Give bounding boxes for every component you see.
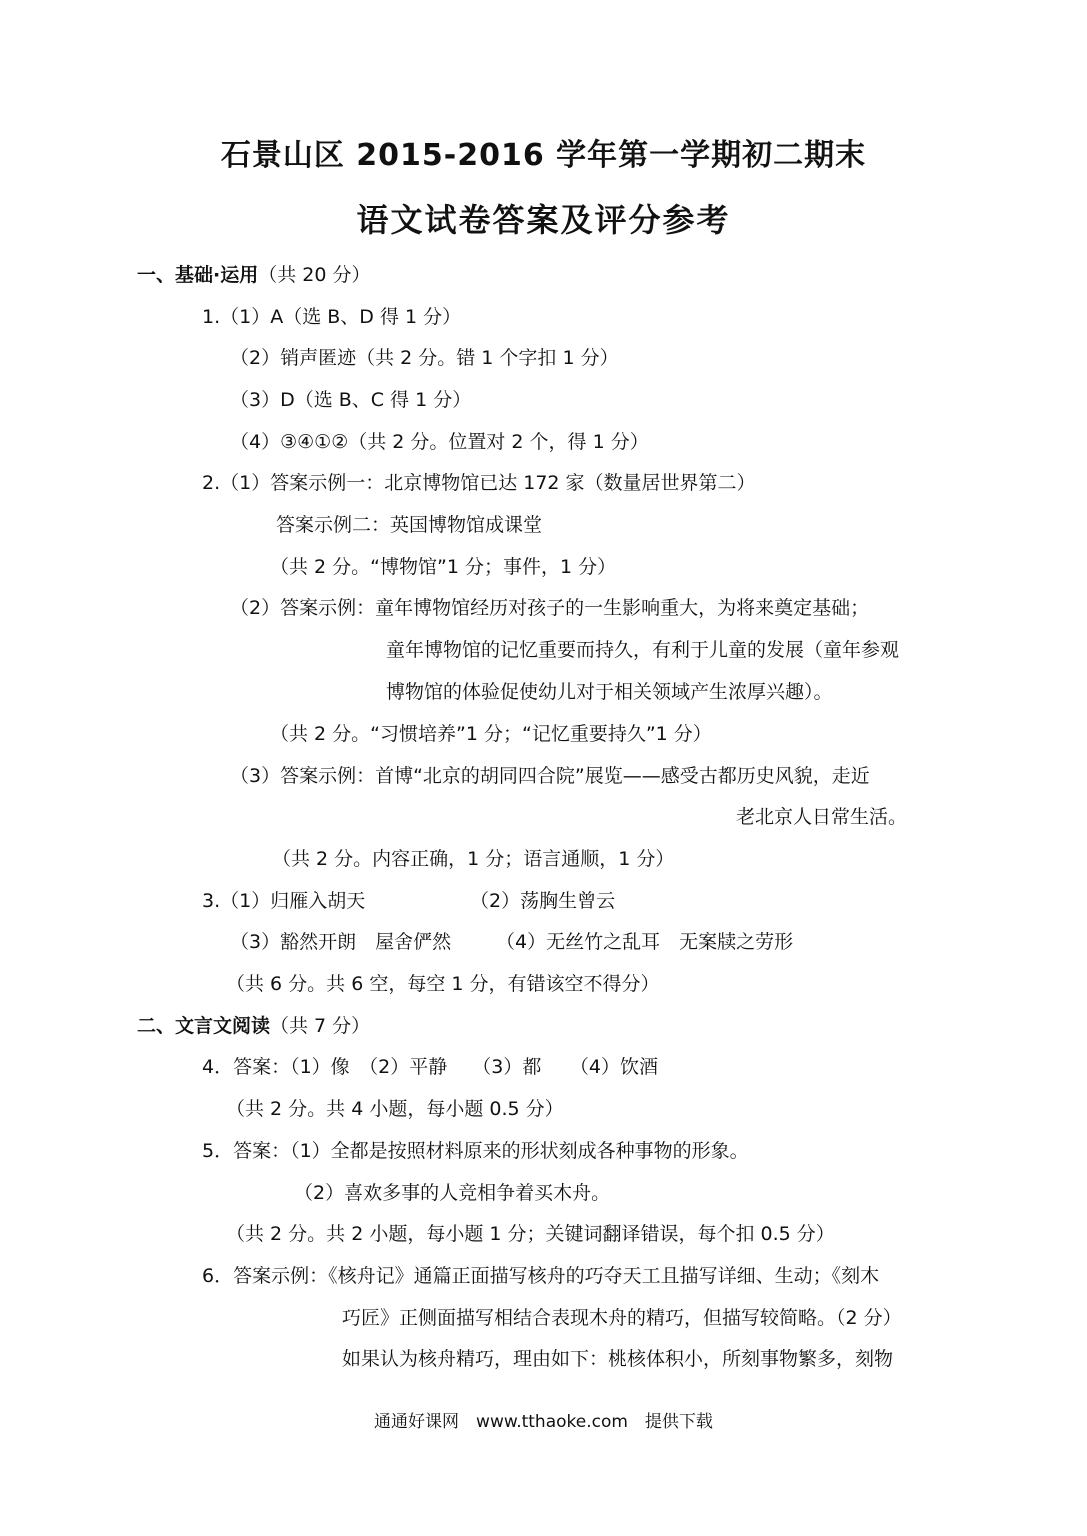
q1-part1: 1.（1）A（选 B、D 得 1 分） (202, 306, 462, 328)
q5-score: （共 2 分。共 2 小题，每小题 1 分；关键词翻译错误，每个扣 0.5 分） (226, 1223, 835, 1245)
q3-score: （共 6 分。共 6 空，每空 1 分，有错该空不得分） (226, 973, 660, 995)
section-2-header (137, 1013, 370, 1039)
section-1-header (137, 262, 370, 288)
page-footer: 通通好课网 www.tthaoke.com 提供下载 (374, 1412, 713, 1432)
q2-part2-line3: 博物馆的体验促使幼儿对于相关领域产生浓厚兴趣）。 (386, 681, 833, 703)
section-2-points: （共 7 分） (270, 1015, 371, 1037)
q5-answer-line1: 5．答案：（1）全都是按照材料原来的形状刻成各种事物的形象。 (202, 1140, 749, 1162)
q3-line1a: 3.（1）归雁入胡天 (202, 890, 366, 912)
document-subtitle: 语文试卷答案及评分参考 (356, 201, 731, 239)
q2-part3-line1: （3）答案示例：首博“北京的胡同四合院”展览——感受古都历史风貌，走近 (230, 765, 870, 787)
q3-line1b: （2）荡胸生曾云 (470, 890, 616, 912)
q1-part3: （3）D（选 B、C 得 1 分） (230, 389, 472, 411)
q2-part2-score: （共 2 分。“习惯培养”1 分；“记忆重要持久”1 分） (270, 723, 712, 745)
q4-answer: 4．答案：（1）像 （2）平静 （3）都 （4）饮酒 (202, 1056, 658, 1078)
q3-line2b: （4）无丝竹之乱耳 无案牍之劳形 (496, 931, 794, 953)
q6-answer-line1: 6．答案示例：《核舟记》通篇正面描写核舟的巧夺天工且描写详细、生动；《刻木 (202, 1265, 880, 1287)
q2-part2-line2: 童年博物馆的记忆重要而持久，有利于儿童的发展（童年参观 (386, 639, 900, 661)
document-title: 石景山区 2015-2016 学年第一学期初二期末 (220, 138, 867, 173)
q2-part2-line1: （2）答案示例：童年博物馆经历对孩子的一生影响重大，为将来奠定基础； (230, 597, 870, 619)
q6-answer-line3: 如果认为核舟精巧，理由如下：桃核体积小，所刻事物繁多，刻物 (342, 1348, 894, 1370)
q4-score: （共 2 分。共 4 小题，每小题 0.5 分） (226, 1098, 564, 1120)
section-2-heading: 二、文言文阅读 (137, 1015, 271, 1037)
q1-part2: （2）销声匿迹（共 2 分。错 1 个字扣 1 分） (230, 347, 619, 369)
q6-answer-line2: 巧匠》正侧面描写相结合表现木舟的精巧，但描写较简略。（2 分） (342, 1307, 902, 1329)
q2-part3-line2: 老北京人日常生活。 (736, 806, 908, 828)
q2-part1-score: （共 2 分。“博物馆”1 分；事件，1 分） (270, 556, 617, 578)
q1-part4: （4）③④①②（共 2 分。位置对 2 个，得 1 分） (230, 431, 649, 453)
section-1-heading: 一、基础·运用 (137, 264, 259, 286)
q2-part3-score: （共 2 分。内容正确，1 分；语言通顺，1 分） (272, 848, 675, 870)
q2-part1-line2: 答案示例二：英国博物馆成课堂 (276, 514, 543, 536)
section-1-points: （共 20 分） (258, 264, 371, 286)
q2-part1-line1: 2.（1）答案示例一：北京博物馆已达 172 家（数量居世界第二） (202, 472, 756, 494)
q3-line2a: （3）豁然开朗 屋舍俨然 (230, 931, 452, 953)
q5-answer-line2: （2）喜欢多事的人竞相争着买木舟。 (294, 1182, 611, 1204)
